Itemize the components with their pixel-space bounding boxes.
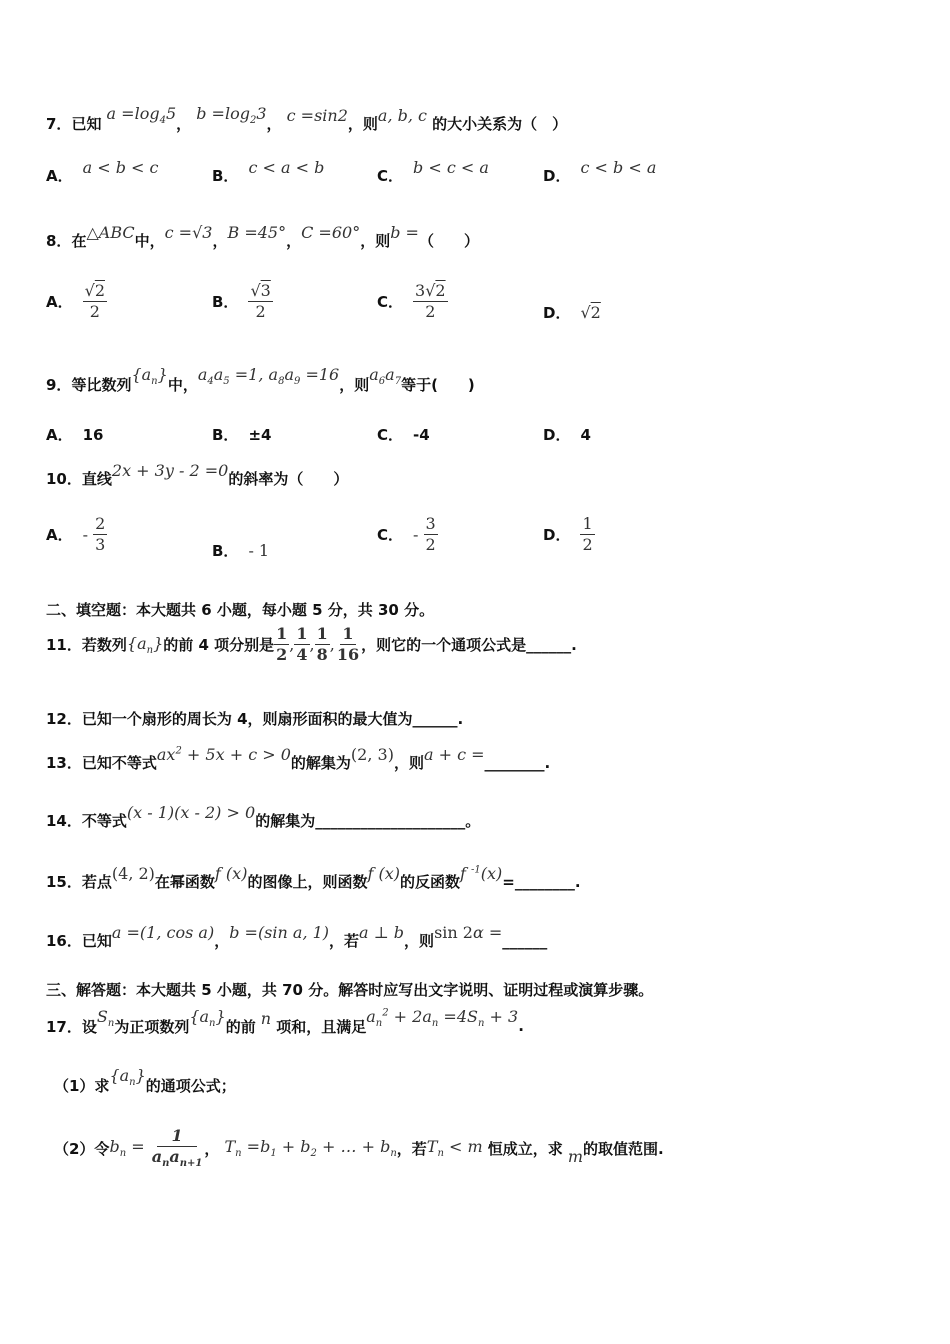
question-7: 7． 已知 $a =\log_45$ ， $b =\log_23$ ， c =sin2 ，则 a, b, c 的大小关系为（ ）	[46, 104, 568, 133]
question-14: 14． 不等式 (x - 1)(x - 2) > 0 的解集为____________________。	[46, 803, 481, 830]
question-16: 16． 已知 a =(1, cos a) ， b =(sin a, 1) ，若 a ⊥ b ，则 sin 2α = ______	[46, 923, 548, 950]
option-a: A． 16	[46, 425, 104, 444]
question-17-part-2: （2）令 $b_n$ = $\frac{1}{a_na_{n+1}}$ ， $T_n =b_1 + b_2$ + … + $b_n$ ，若 $T_n < m$ 恒成立，求 m 的取值范围.	[54, 1126, 664, 1170]
option-b: B． $\frac{√3}{2}$	[212, 281, 271, 322]
question-17: 17． 设 $S_n$ 为正项数列 $\{a_n\}$ 的前 n 项和，且满足 $a_n^2 + 2a_n =4S_n + 3$ .	[46, 1007, 524, 1036]
option-c: C． - $\frac{3}{2}$	[377, 514, 436, 555]
option-b: B． - 1	[212, 541, 270, 560]
option-d: D． $\frac{1}{2}$	[543, 514, 593, 555]
option-c: C． $\frac{3√2}{2}$	[377, 281, 446, 322]
section-heading-solutions: 三、解答题：本大题共 5 小题，共 70 分。解答时应写出文字说明、证明过程或演算步骤。	[46, 981, 654, 999]
section-heading-fill-in: 二、填空题：本大题共 6 小题，每小题 5 分，共 30 分。	[46, 601, 435, 619]
option-d: D． √2	[543, 303, 601, 322]
math-expr: c =sin2	[281, 105, 348, 125]
option-a: A． $\frac{√2}{2}$	[46, 281, 105, 322]
question-11: 11． 若数列 $\{a_n\}$ 的前 4 项分别是 $\frac{1}{2}$ , $\frac{1}{4}$ , $\frac{1}{8}$ , $\frac{1}{16}$ ，则它的一个通项公式是______.	[46, 624, 577, 665]
option-d: D． c < b < a	[543, 158, 657, 185]
option-a: A． - $\frac{2}{3}$	[46, 514, 106, 555]
question-17-part-1: （1）求 $\{a_n\}$ 的通项公式；	[54, 1066, 236, 1095]
math-expr: a, b, c	[377, 105, 433, 125]
option-c: C． -4	[377, 425, 430, 444]
question-8: 8． 在 △ABC 中， c =√3 ， B =45° ， C =60° ，则 b = （ ）	[46, 223, 479, 250]
question-number: 7．	[46, 114, 72, 133]
question-15: 15． 若点 (4, 2) 在幂函数 f (x) 的图像上，则函数 f (x) 的反函数 f $^{-1}$(x) =________.	[46, 864, 581, 891]
triangle-abc: △ABC	[86, 223, 135, 242]
option-d: D． 4	[543, 425, 591, 444]
math-expr: $b =\log_23$	[191, 104, 267, 127]
question-9: 9． 等比数列 $\{a_n\}$ 中， $a_4a_5 =1$, $a_8a_9 =16$ ，则 $a_6a_7$ 等于( )	[46, 365, 475, 394]
option-b: B． c < a < b	[212, 158, 325, 185]
option-a: A． a < b < c	[46, 158, 159, 185]
question-12: 12． 已知一个扇形的周长为 4，则扇形面积的最大值为______.	[46, 710, 464, 728]
option-c: C． b < c < a	[377, 158, 489, 185]
question-10: 10． 直线 2x + 3y - 2 =0 的斜率为（ ）	[46, 461, 349, 488]
option-b: B． ±4	[212, 425, 272, 444]
question-13: 13． 已知不等式 $ax^2 + 5x + c > 0$ 的解集为 (2, 3) ，则 a + c = ________.	[46, 745, 551, 772]
math-expr: $a =\log_45$	[101, 104, 177, 127]
